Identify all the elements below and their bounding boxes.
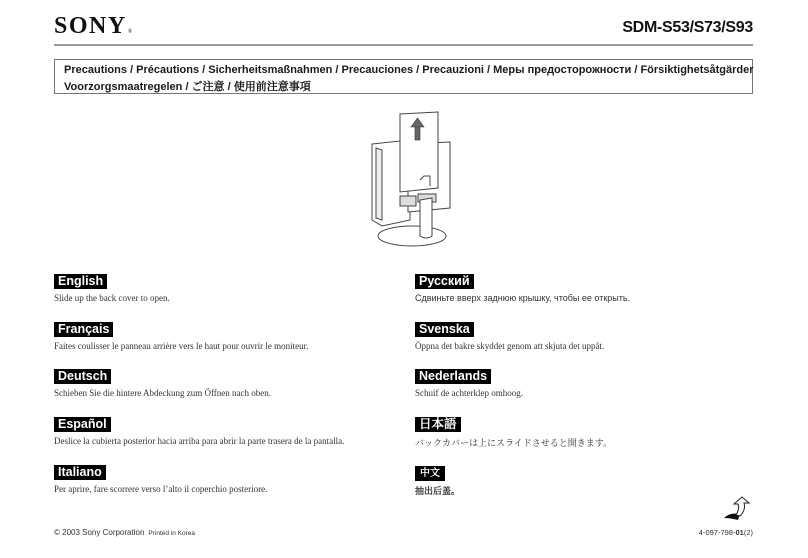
registered-mark: ® <box>127 29 133 35</box>
copyright-footer <box>54 528 195 537</box>
header-rule <box>54 44 753 46</box>
lang-tag-russian: Русский <box>415 274 474 289</box>
section-francais <box>54 320 308 351</box>
monitor-back-cover-slide-up-icon <box>360 108 470 256</box>
monitor-back-cover-illustration <box>360 108 470 256</box>
section-russian <box>415 272 630 303</box>
part-number-suffix: (2) <box>743 528 753 537</box>
section-svenska <box>415 320 604 351</box>
section-english <box>54 272 170 303</box>
section-deutsch <box>54 367 271 398</box>
lang-tag-nederlands: Nederlands <box>415 369 491 384</box>
part-number <box>699 528 753 537</box>
lang-tag-francais: Français <box>54 322 113 337</box>
instruction-russian: Сдвиньте вверх заднюю крышку, чтобы ее открыть. <box>415 293 631 303</box>
precautions-box <box>54 59 753 94</box>
lang-tag-espanol: Español <box>54 417 111 432</box>
instruction-deutsch: Schieben Sie die hintere Abdeckung zum Öffnen nach oben. <box>54 388 272 398</box>
printed-in-text: Printed in Korea <box>148 530 196 537</box>
part-number-revision: 01 <box>735 528 744 537</box>
copyright-text: © 2003 Sony Corporation <box>54 528 145 537</box>
sony-logo <box>54 13 132 40</box>
instruction-francais: Faites coulisser le panneau arrière vers le haut pour ouvrir le moniteur. <box>54 341 309 351</box>
precautions-title-line-1: Precautions / Précautions / Sicherheitsmaßnahmen / Precauciones / Precauzioni / Меры предосторожности / Försiktighetsåtgärder <box>64 64 754 76</box>
section-italiano <box>54 463 267 494</box>
instruction-japanese: バックカバーは上にスライドさせると開きます。 <box>415 438 613 448</box>
section-japanese <box>415 415 612 449</box>
brand-name: SONY <box>54 13 127 39</box>
part-number-prefix: 4-097-798- <box>698 528 736 537</box>
instruction-english: Slide up the back cover to open. <box>54 293 170 303</box>
instruction-chinese: 抽出后盖。 <box>415 486 461 496</box>
page-turn-icon <box>722 496 752 522</box>
lang-tag-japanese: 日本語 <box>415 417 461 432</box>
lang-tag-italiano: Italiano <box>54 465 106 480</box>
section-chinese <box>415 463 460 497</box>
lang-tag-chinese: 中文 <box>415 466 445 481</box>
model-number: SDM-S53/S73/S93 <box>622 19 753 36</box>
lang-tag-svenska: Svenska <box>415 322 474 337</box>
instruction-nederlands: Schuif de achterklep omhoog. <box>415 388 523 398</box>
instruction-italiano: Per aprire, fare scorrere verso l’alto il coperchio posteriore. <box>54 484 268 494</box>
section-espanol <box>54 415 344 446</box>
instruction-svenska: Öppna det bakre skyddet genom att skjuta det uppåt. <box>415 341 605 351</box>
instruction-espanol: Deslice la cubierta posterior hacia arriba para abrir la parte trasera de la pantalla. <box>54 436 345 446</box>
lang-tag-deutsch: Deutsch <box>54 369 111 384</box>
section-nederlands <box>415 367 523 398</box>
lang-tag-english: English <box>54 274 107 289</box>
precautions-title-line-2: Voorzorgsmaatregelen / ご注意 / 使用前注意事項 <box>64 81 311 93</box>
